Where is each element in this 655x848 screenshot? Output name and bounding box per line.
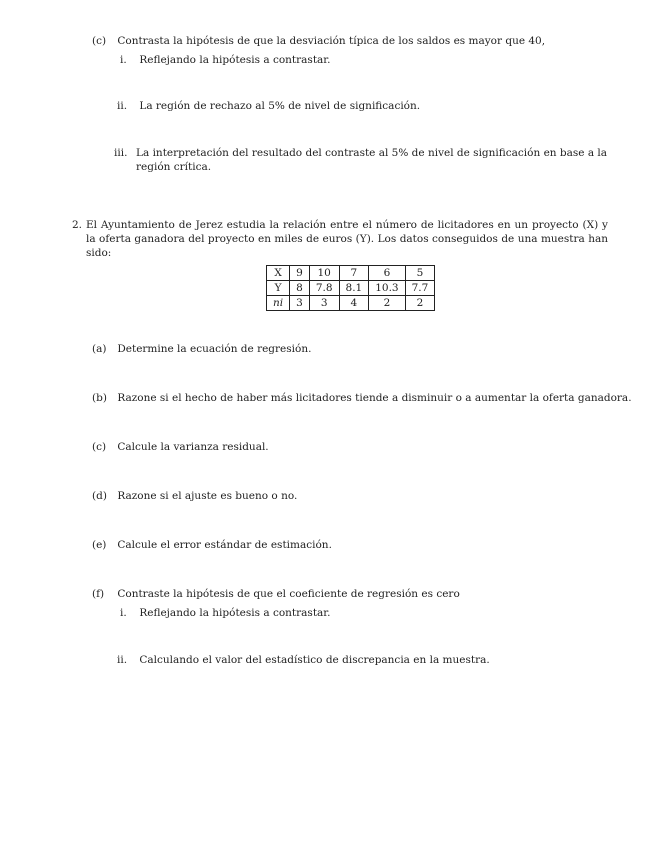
table-row — [267, 281, 435, 296]
table-cell: 7 — [339, 266, 369, 281]
subitem-text: Reflejando la hipótesis a contrastar. — [139, 54, 331, 66]
part-label: (f) — [92, 588, 105, 600]
part-label: (c) — [92, 35, 107, 47]
subitem-c-i — [120, 53, 331, 67]
subitem-f-i — [120, 606, 331, 620]
table-row — [267, 266, 435, 281]
table-cell: 3 — [309, 296, 339, 311]
table-row — [267, 296, 435, 311]
part-text: Razone si el ajuste es bueno o no. — [117, 490, 298, 502]
table-cell: 10.3 — [369, 281, 405, 296]
table-cell: 10 — [309, 266, 339, 281]
table-cell: 2 — [405, 296, 435, 311]
problem-2-statement: El Ayuntamiento de Jerez estudia la relación entre el número de licitadores en un proyecto (X) y la oferta ganadora del proyecto en miles de euros (Y). Los datos conseguidos de una muestra han sido: — [86, 219, 608, 259]
part-text: Calcule la varianza residual. — [117, 441, 269, 453]
subitem-label: ii. — [117, 654, 128, 666]
part-text: Razone si el hecho de haber más licitadores tiende a disminuir o a aumentar la oferta ganadora. — [117, 392, 632, 404]
part-label: (d) — [92, 490, 107, 502]
part-a — [92, 342, 311, 356]
part-text: Contraste la hipótesis de que el coeficiente de regresión es cero — [117, 588, 460, 600]
table-cell: 7.7 — [405, 281, 435, 296]
table-cell: 6 — [369, 266, 405, 281]
row-header: X — [267, 266, 290, 281]
table-cell: 3 — [290, 296, 310, 311]
part-text: Calcule el error estándar de estimación. — [117, 539, 332, 551]
part-text: Contrasta la hipótesis de que la desviación típica de los saldos es mayor que 40, — [117, 35, 546, 47]
subitem-label: iii. — [114, 147, 128, 159]
part-label: (e) — [92, 539, 107, 551]
table-cell: 5 — [405, 266, 435, 281]
subitem-c-iii-text: La interpretación del resultado del contraste al 5% de nivel de significación en base a la región crítica. — [136, 147, 608, 173]
part-b — [92, 391, 632, 405]
part-text: Determine la ecuación de regresión. — [117, 343, 312, 355]
table-cell: 8.1 — [339, 281, 369, 296]
data-table — [266, 265, 435, 311]
subitem-text: La región de rechazo al 5% de nivel de significación. — [139, 100, 421, 112]
subitem-c-iii-label — [114, 146, 127, 160]
part-c-question — [92, 34, 545, 48]
part-f — [92, 587, 460, 601]
part-c — [92, 440, 269, 454]
table-cell: 7.8 — [309, 281, 339, 296]
part-e — [92, 538, 332, 552]
row-header: Y — [267, 281, 290, 296]
subitem-c-ii — [117, 99, 420, 113]
part-label: (c) — [92, 441, 107, 453]
subitem-f-ii — [117, 653, 490, 667]
subitem-label: ii. — [117, 100, 128, 112]
table-cell: 2 — [369, 296, 405, 311]
subitem-text: Calculando el valor del estadístico de discrepancia en la muestra. — [139, 654, 490, 666]
row-header: ni — [267, 296, 290, 311]
subitem-text: Reflejando la hipótesis a contrastar. — [139, 607, 331, 619]
part-d — [92, 489, 297, 503]
table-cell: 9 — [290, 266, 310, 281]
table-cell: 8 — [290, 281, 310, 296]
table-cell: 4 — [339, 296, 369, 311]
part-label: (b) — [92, 392, 107, 404]
subitem-label: i. — [120, 54, 127, 66]
part-label: (a) — [92, 343, 107, 355]
problem-2-number: 2. — [72, 219, 83, 231]
subitem-label: i. — [120, 607, 127, 619]
